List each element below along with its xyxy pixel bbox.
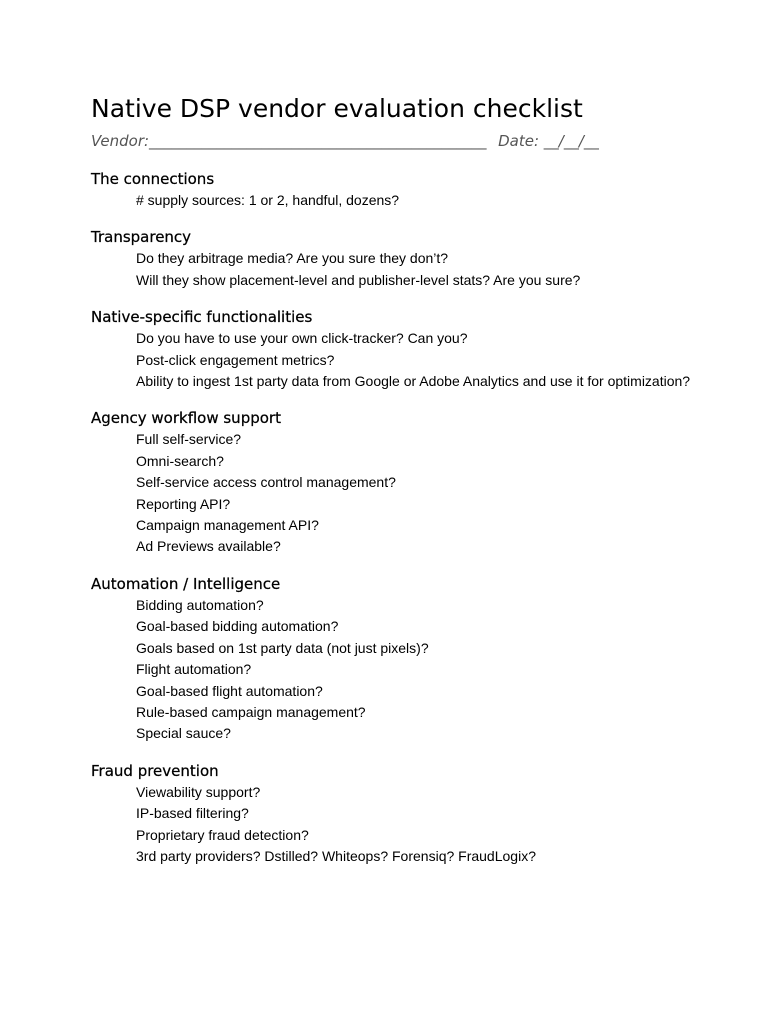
vendor-blank: _____________________________________________ — [149, 132, 487, 150]
checklist-section — [91, 760, 691, 868]
section-heading: Automation / Intelligence — [91, 574, 281, 593]
section-heading: Transparency — [91, 228, 192, 247]
checklist-sections — [91, 168, 691, 867]
checklist-item: Bidding automation? — [136, 596, 264, 613]
date-label: Date: — [498, 132, 540, 150]
checklist-items — [91, 429, 691, 557]
checklist-item: Goals based on 1st party data (not just pixels)? — [136, 639, 429, 656]
checklist-item: Will they show placement-level and publisher-level stats? Are you sure? — [136, 271, 581, 288]
checklist-item: Reporting API? — [136, 495, 231, 512]
checklist-item: Ability to ingest 1st party data from Google or Adobe Analytics and use it for optimization? — [136, 373, 691, 390]
document-page — [91, 92, 691, 867]
checklist-items — [91, 595, 691, 745]
checklist-item: Goal-based flight automation? — [136, 682, 323, 699]
section-heading: Agency workflow support — [91, 409, 281, 428]
checklist-item: Full self-service? — [136, 431, 242, 448]
checklist-item: Flight automation? — [136, 661, 252, 678]
checklist-items — [91, 190, 691, 211]
checklist-item: Campaign management API? — [136, 517, 319, 534]
checklist-item: Post-click engagement metrics? — [136, 351, 335, 368]
checklist-item: 3rd party providers? Dstilled? Whiteops? Forensiq? FraudLogix? — [136, 847, 536, 864]
checklist-item: # supply sources: 1 or 2, handful, dozens? — [136, 192, 400, 208]
checklist-item: Do you have to use your own click-tracker? Can you? — [136, 330, 468, 347]
checklist-item: Self-service access control management? — [136, 474, 396, 491]
checklist-item: Do they arbitrage media? Are you sure they don’t? — [136, 250, 449, 267]
checklist-item: Proprietary fraud detection? — [136, 826, 309, 843]
checklist-section — [91, 226, 691, 291]
section-heading: Native-specific functionalities — [91, 308, 313, 327]
checklist-item: Omni-search? — [136, 452, 224, 469]
checklist-item: Goal-based bidding automation? — [136, 618, 339, 635]
checklist-item: Viewability support? — [136, 783, 261, 800]
page-title: Native DSP vendor evaluation checklist — [91, 94, 583, 123]
checklist-item: IP-based filtering? — [136, 805, 249, 822]
checklist-items — [91, 782, 691, 868]
checklist-item: Special sauce? — [136, 725, 231, 742]
checklist-items — [91, 328, 691, 392]
checklist-section — [91, 306, 691, 392]
checklist-item: Ad Previews available? — [136, 538, 281, 555]
section-heading: Fraud prevention — [91, 761, 219, 780]
checklist-section — [91, 407, 691, 557]
vendor-label: Vendor: — [91, 132, 150, 150]
checklist-item: Rule-based campaign management? — [136, 703, 366, 720]
section-heading: The connections — [91, 170, 215, 188]
checklist-section — [91, 573, 691, 745]
date-blank: __/__/__ — [543, 132, 599, 150]
checklist-section — [91, 168, 691, 211]
checklist-items — [91, 248, 691, 291]
vendor-date-line — [91, 130, 691, 152]
